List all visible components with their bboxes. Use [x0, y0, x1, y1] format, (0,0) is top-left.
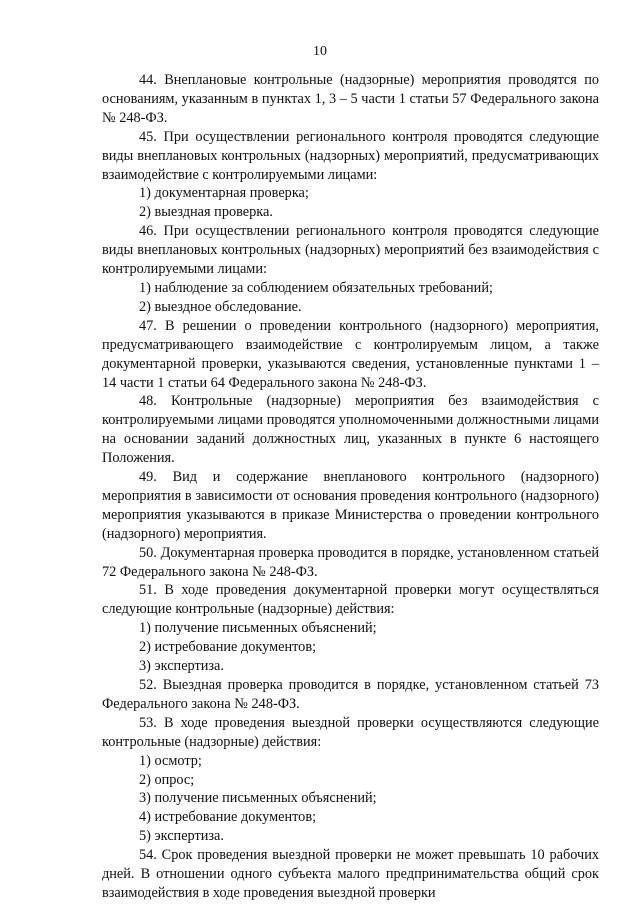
list-item: 1) получение письменных объяснений;: [139, 620, 377, 637]
paragraph-47: 47. В решении о проведении контрольного (надзорного) мероприятия, предусматривающего взаимодействие с контролируемым лицом, а также документарной проверки, указываются сведения, установленные пунктами 1 – 14 части 1 статьи 64 Федерального закона № 248-ФЗ.: [102, 317, 599, 391]
list-item: 1) документарная проверка;: [139, 185, 309, 202]
list-item: 4) истребование документов;: [139, 809, 317, 826]
paragraph-54: 54. Срок проведения выездной проверки не может превышать 10 рабочих дней. В отношении одного субъекта малого предпринимательства общий срок взаимодействия в ходе проведения выездной проверки: [102, 847, 599, 901]
list-item: 1) осмотр;: [139, 752, 202, 769]
list-item: 2) истребование документов;: [139, 639, 317, 656]
paragraph-48: 48. Контрольные (надзорные) мероприятия без взаимодействия с контролируемыми лицами проводятся уполномоченными должностными лицами на основании заданий должностных лиц, указанных в пункте 6 настоящего Положения.: [102, 393, 599, 467]
list-item: 1) наблюдение за соблюдением обязательных требований;: [139, 279, 493, 296]
page-number: 10: [313, 44, 327, 59]
document-body: [102, 71, 599, 903]
paragraph-50: 50. Документарная проверка проводится в порядке, установленном статьей 72 Федерального закона № 248-ФЗ.: [102, 544, 599, 580]
paragraph-53: 53. В ходе проведения выездной проверки осуществляются следующие контрольные (надзорные) действия:: [102, 714, 599, 750]
list-item: 5) экспертиза.: [139, 828, 224, 845]
list-item: 3) получение письменных объяснений;: [139, 790, 377, 807]
paragraph-44: 44. Внеплановые контрольные (надзорные) мероприятия проводятся по основаниям, указанным в пунктах 1, 3 – 5 части 1 статьи 57 Федерального закона № 248-ФЗ.: [102, 72, 599, 126]
paragraph-52: 52. Выездная проверка проводится в порядке, установленном статьей 73 Федерального закона № 248-ФЗ.: [102, 677, 599, 712]
paragraph-51: 51. В ходе проведения документарной проверки могут осуществляться следующие контрольные (надзорные) действия:: [102, 582, 599, 618]
list-item: 2) выездное обследование.: [139, 298, 302, 315]
list-item: 2) выездная проверка.: [139, 204, 273, 221]
paragraph-45: 45. При осуществлении регионального контроля проводятся следующие виды внеплановых контрольных (надзорных) мероприятий, предусматривающих взаимодействие с контролируемыми лицами:: [102, 128, 599, 183]
list-item: 2) опрос;: [139, 771, 195, 788]
paragraph-46: 46. При осуществлении регионального контроля проводятся следующие виды внеплановых контрольных (надзорных) мероприятий без взаимодействия с контролируемыми лицами:: [102, 223, 599, 278]
list-item: 3) экспертиза.: [139, 658, 224, 675]
paragraph-49: 49. Вид и содержание внепланового контрольного (надзорного) мероприятия в зависимости от основания проведения контрольного (надзорного) мероприятия указываются в приказе Министерства о проведении контрольного (надзорного) мероприятия.: [102, 469, 599, 542]
